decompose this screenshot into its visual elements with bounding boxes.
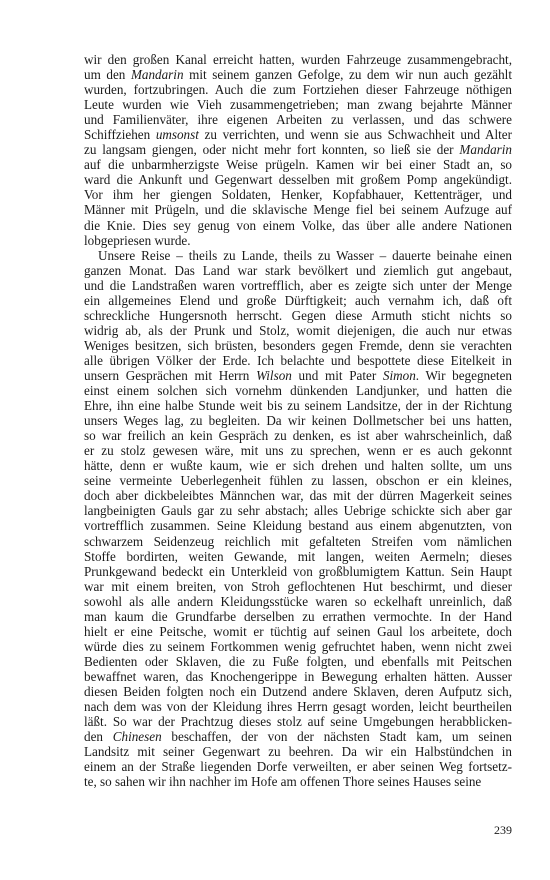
text-line: hielt er eine Peitsche, womit er tüchtig auf seinen Gaul los arbeitete, doch	[84, 623, 512, 639]
italic-text: Simon	[382, 367, 416, 383]
text-line: würde dies zu seinem Fortkommen wenig gefruchtet haben, wenn nicht zwei	[84, 638, 512, 654]
text-line: unsers Weges lag, zu begleiten. Da wir keinen Dollmetscher bei uns hatten,	[84, 413, 512, 429]
text-line: Männer mit Prügeln, und die sklavische Menge fiel bei seinem Aufzuge auf	[84, 202, 512, 218]
text-line: Ehre, ihn eine halbe Stunde weit bis zu seinem Landsitze, der in der Richtung	[84, 398, 512, 414]
text-line: doch aber dickbeleibtes Männchen war, das mit der dürren Magerkeit seines	[84, 488, 512, 504]
text-line: nach dem was von der Kleidung ihres Herrn gesagt worden, leicht beurtheilen	[84, 699, 512, 715]
text-line: läßt. So war der Prachtzug dieses stolz auf seine Umgebungen herabblicken-	[84, 714, 512, 730]
text-line: auf die unbarmherzigste Weise prügeln. Kamen wir bei einer Stadt an, so	[84, 157, 512, 173]
text-line: einem an der Straße liegenden Dorfe verweilten, er aber seinen Weg fortsetz-	[84, 759, 512, 775]
italic-text: umsonst	[155, 127, 199, 143]
text-line: Prunkgewand bedeckt ein Unterkleid von großblumigtem Kattun. Sein Haupt	[84, 563, 512, 579]
text-line: Unsere Reise – theils zu Lande, theils zu Wasser – dauerte beinahe einen	[98, 247, 512, 263]
text-line: seine vermeinte Ueberlegenheit fühlen zu lassen, obschon er ein kleines,	[84, 473, 512, 489]
text-line: diesen Beiden folgten noch ein Dutzend andere Sklaven, deren Aufputz sich,	[84, 683, 512, 699]
text-line: sowohl als alle andern Kleidungsstücke waren so eckelhaft unreinlich, daß	[84, 593, 512, 609]
text-line: Vor ihm her giengen Soldaten, Henker, Kopfabhauer, Kettenträger, und	[84, 187, 512, 203]
body-text	[84, 52, 512, 789]
text-line: zu langsam giengen, oder nicht mehr fort konnten, so ließ sie der Mandarin	[84, 142, 512, 158]
text-line: hätte, denn er wußte kaum, wie er sich drehen und halten sollte, um uns	[84, 458, 512, 474]
text-line: Leute wurden wie Vieh zusammengetrieben; man zwang bejahrte Männer	[84, 97, 512, 113]
text-line: ganzen Monat. Das Land war stark bevölkert und ziemlich gut angebaut,	[84, 262, 512, 278]
text-line: ward die Ankunft und Gegenwart desselben mit großem Pomp angekündigt.	[84, 172, 512, 188]
text-line: man kaum die Grundfarbe derselben zu errathen vermochte. In der Hand	[84, 608, 512, 624]
text-line: um den Mandarin mit seinem ganzen Gefolge, zu dem wir nun auch gezählt	[84, 67, 512, 83]
text-line: wir den großen Kanal erreicht hatten, wurden Fahrzeuge zusammengebracht,	[84, 52, 512, 67]
text-line: vortrefflich zusammen. Seine Kleidung bestand aus einem abgenutzten, von	[84, 518, 512, 534]
text-line: er zu stolz gewesen wäre, mit uns zu sprechen, wenn er es auch gekonnt	[84, 443, 512, 459]
text-line: widrig ab, als der Prunk und Stolz, womit diejenigen, die auch nur etwas	[84, 322, 512, 338]
text-line: Bedienten oder Sklaven, die zu Fuße folgten, und ebenfalls mit Peitschen	[84, 653, 512, 669]
text-line: wurden, fortzubringen. Auch die zum Fortziehen dieser Fahrzeuge nöthigen	[84, 82, 512, 98]
text-line: ein allgemeines Elend und große Dürftigkeit; auch vernahm ich, daß oft	[84, 292, 512, 308]
text-line: lobgepriesen wurde.	[84, 232, 191, 248]
italic-text: Chinesen	[112, 729, 162, 745]
italic-text: Mandarin	[459, 142, 512, 158]
text-line: und Familienväter, ihre eigenen Arbeiten zu verlassen, und das schwere	[84, 112, 512, 128]
italic-text: Wilson	[256, 367, 292, 383]
text-line: den Chinesen beschaffen, der von der nächsten Stadt kam, um seinen	[84, 729, 513, 745]
text-line: die Knie. Dies sey genug von einem Volke, das über alle andere Nationen	[84, 217, 512, 233]
text-line: einst einem solchen sich vornehm dünkenden Landjunker, und hatten die	[84, 383, 512, 399]
italic-text: Mandarin	[130, 67, 184, 83]
page-number: 239	[494, 823, 512, 837]
text-line: war mit einem breiten, von Stroh geflochtenen Hut beschirmt, und dieser	[84, 578, 512, 594]
text-line: Weniges besitzen, sich brüsten, besonders gegen Fremde, denn sie verachten	[84, 337, 512, 353]
text-line: Landsitz mit seiner Gegenwart zu beehren. Da wir ein Halbstündchen in	[84, 744, 512, 760]
text-line: alle übrigen Völker der Erde. Ich belachte und bespottete diese Eitelkeit in	[84, 352, 512, 368]
text-line: schreckliche Hungersnoth herrscht. Gegen diese Armuth sticht nichts so	[84, 307, 512, 323]
text-line: und die Landstraßen waren vortrefflich, aber es zeigte sich unter der Menge	[84, 277, 512, 293]
text-line: Schiffziehen umsonst zu verrichten, und wenn sie aus Schwachheit und Alter	[84, 127, 512, 143]
text-line: unsern Gesprächen mit Herrn Wilson und mit Pater Simon. Wir begegneten	[84, 367, 512, 383]
text-line: so war freilich an kein Gespräch zu denken, es ist aber wahrscheinlich, daß	[84, 428, 512, 444]
text-line: bewaffnet waren, das Knochengerippe in Bewegung erhalten hätten. Ausser	[84, 668, 512, 684]
text-line: schwarzem Seidenzeug reichlich mit gefalteten Streifen vom nämlichen	[84, 533, 512, 549]
text-line: langbeinigten Gauls gar zu sehr abstach; alles Uebrige schickte sich aber gar	[84, 503, 512, 519]
text-line: Stoffe bordirten, weiten Gewande, mit langen, weiten Aermeln; dieses	[84, 548, 512, 564]
text-line: te, so sahen wir ihn nachher im Hofe am offenen Thore seines Hauses seine	[84, 774, 482, 790]
